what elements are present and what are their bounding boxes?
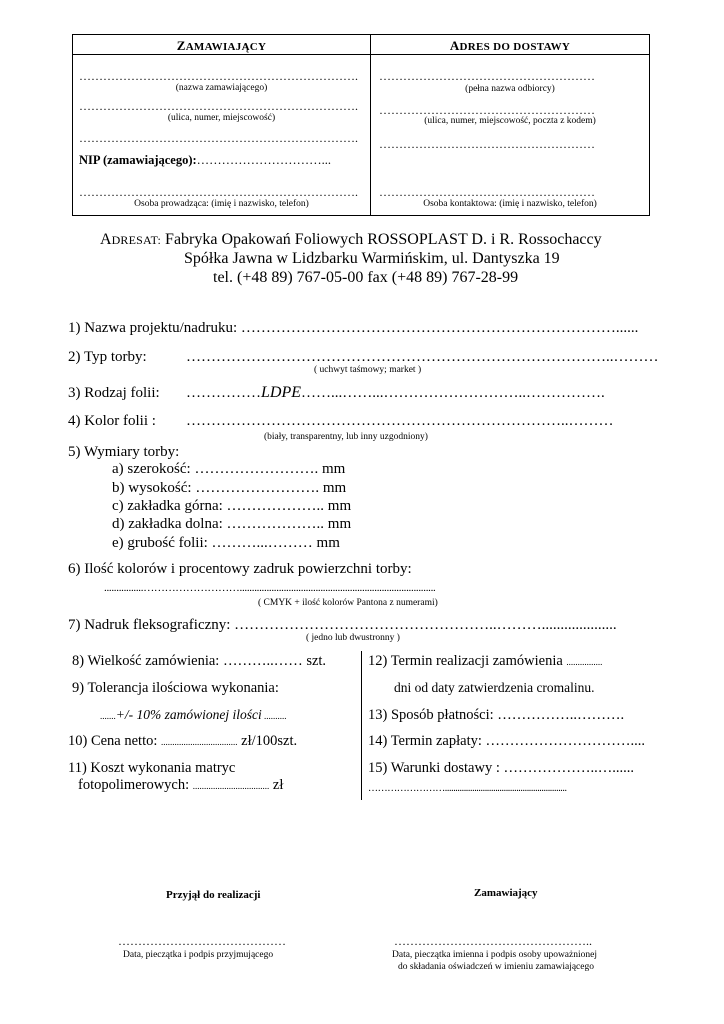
dimensions-label: 5) Wymiary torby: [68, 444, 180, 460]
foil-thickness-field[interactable]: e) grubość folii: ………...……… mm [112, 535, 340, 551]
colors-label: 6) Ilość kolorów i procentowy zadruk powierzchni torby: [68, 561, 412, 577]
matrix-cost-label: 11) Koszt wykonania matryc [68, 760, 236, 776]
contact-person-caption: Osoba kontaktowa: (imię i nazwisko, telefon) [423, 199, 597, 209]
header-table [72, 34, 650, 216]
addressee-line-2: Spółka Jawna w Lidzbarku Warmińskim, ul. Dantyszka 19 [184, 250, 560, 267]
orderer-name-caption: (nazwa zamawiającego) [175, 83, 268, 93]
delivery-terms-extra-field[interactable]: …………………….......................................................... [368, 783, 567, 794]
addressee-line-3: tel. (+48 89) 767-05-00 fax (+48 89) 767-28-99 [213, 269, 519, 286]
foil-color-label: 4) Kolor folii : [68, 413, 156, 429]
tolerance-label: 9) Tolerancja ilościowa wykonania: [72, 680, 279, 696]
nip-row[interactable] [79, 153, 331, 168]
nip-label: NIP (zamawiającego): [79, 153, 197, 167]
nip-field[interactable]: …………………………... [196, 153, 332, 167]
contact-person-field[interactable]: ……………………………………………… [379, 185, 595, 199]
accepted-by-signature-line[interactable]: …………………………………… [118, 934, 286, 948]
orderer-address-field[interactable]: ……………………………………………………………. [79, 99, 358, 113]
order-size-field[interactable]: 8) Wielkość zamówienia: ………..…… szt. [72, 653, 327, 669]
matrix-cost-field[interactable]: fotopolimerowych: .................................. zł [78, 777, 284, 793]
foil-kind-field[interactable]: ……………LDPE……...……...………………………..……………. [186, 384, 605, 401]
foil-color-field[interactable]: …………………………………………………………………..……… [186, 413, 614, 429]
bottom-gusset-field[interactable]: d) zakładka dolna: ……………….. mm [112, 516, 352, 532]
bag-type-caption: ( uchwyt taśmowy; market ) [314, 365, 422, 375]
payment-term-field[interactable]: 14) Termin zapłaty: ………………………….... [368, 733, 646, 749]
payment-method-field[interactable]: 13) Sposób płatności: ……………..………. [368, 707, 625, 723]
delivery-header: ADRES DO DOSTAWY [449, 38, 571, 53]
foil-kind-value: LDPE [261, 384, 301, 401]
delivery-terms-field[interactable]: 15) Warunki dostawy : ………………..…...... [368, 760, 634, 776]
net-price-field[interactable]: 10) Cena netto: .................................. zł/100szt. [68, 733, 298, 749]
accepted-by-title: Przyjął do realizacji [166, 889, 261, 901]
colors-caption: ( CMYK + ilość kolorów Pantona z numerami) [258, 598, 438, 608]
orderer-name-field[interactable]: ……………………………………………………………. [79, 69, 358, 83]
table-header-line [73, 54, 649, 55]
top-gusset-field[interactable]: c) zakładka górna: ……………….. mm [112, 498, 352, 514]
lead-time-caption: dni od daty zatwierdzenia cromalinu. [394, 680, 595, 695]
orderer-sign-title: Zamawiający [474, 887, 538, 899]
lead-time-field[interactable]: 12) Termin realizacji zamówienia ................ [368, 653, 603, 669]
width-field[interactable]: a) szerokość: ……………………. mm [112, 461, 346, 477]
orderer-address-caption: (ulica, numer, miejscowość) [167, 113, 276, 123]
orderer-person-caption: Osoba prowadząca: (imię i nazwisko, telefon) [134, 199, 309, 209]
recipient-address-field[interactable]: ……………………………………………… [379, 103, 595, 117]
accepted-by-caption: Data, pieczątka i podpis przyjmującego [123, 950, 274, 960]
tolerance-value: +/- 10% zamówionej ilości [115, 707, 262, 722]
orderer-header: ZAMAWIAJĄCY [176, 38, 267, 53]
orderer-signature-line[interactable]: ………………………………………….. [394, 934, 592, 948]
height-field[interactable]: b) wysokość: ……………………. mm [112, 480, 347, 496]
orderer-person-field[interactable]: ……………………………………………………………. [79, 185, 358, 199]
recipient-address-caption: (ulica, numer, miejscowość, poczta z kodem) [424, 116, 596, 126]
orderer-sign-caption-1: Data, pieczątka imienna i podpis osoby upoważnionej [392, 950, 597, 960]
colors-field[interactable]: ................………………………................................................................................ [104, 582, 436, 594]
addressee-line-1: ADRESAT: Fabryka Opakowań Foliowych ROSSOPLAST D. i R. Rossochaccy [100, 231, 602, 248]
bag-type-label: 2) Typ torby: [68, 349, 147, 365]
flexo-print-field[interactable]: 7) Nadruk fleksograficzny: ……………………………………………..……….................... [68, 617, 617, 633]
foil-color-caption: (biały, transparentny, lub inny uzgodniony) [264, 432, 428, 442]
recipient-city-field[interactable]: ……………………………………………… [379, 137, 595, 151]
project-name-field[interactable]: 1) Nazwa projektu/nadruku: …………………………………………………………………...... [68, 320, 639, 336]
flexo-print-caption: ( jedno lub dwustronny ) [306, 633, 400, 643]
orderer-city-field[interactable]: ……………………………………………………………. [79, 131, 358, 145]
addressee-label: ADRESAT: [100, 231, 162, 248]
recipient-name-caption: (pełna nazwa odbiorcy) [465, 84, 555, 94]
tolerance-field[interactable]: .......+/- 10% zamówionej ilości .......... [100, 707, 287, 722]
bag-type-field[interactable]: …………………………………………………………………………..……… [186, 349, 659, 365]
recipient-name-field[interactable]: ……………………………………………… [379, 69, 595, 83]
foil-kind-label: 3) Rodzaj folii: [68, 385, 160, 401]
orderer-sign-caption-2: do składania oświadczeń w imieniu zamawiającego [398, 962, 594, 972]
column-divider [361, 651, 362, 800]
